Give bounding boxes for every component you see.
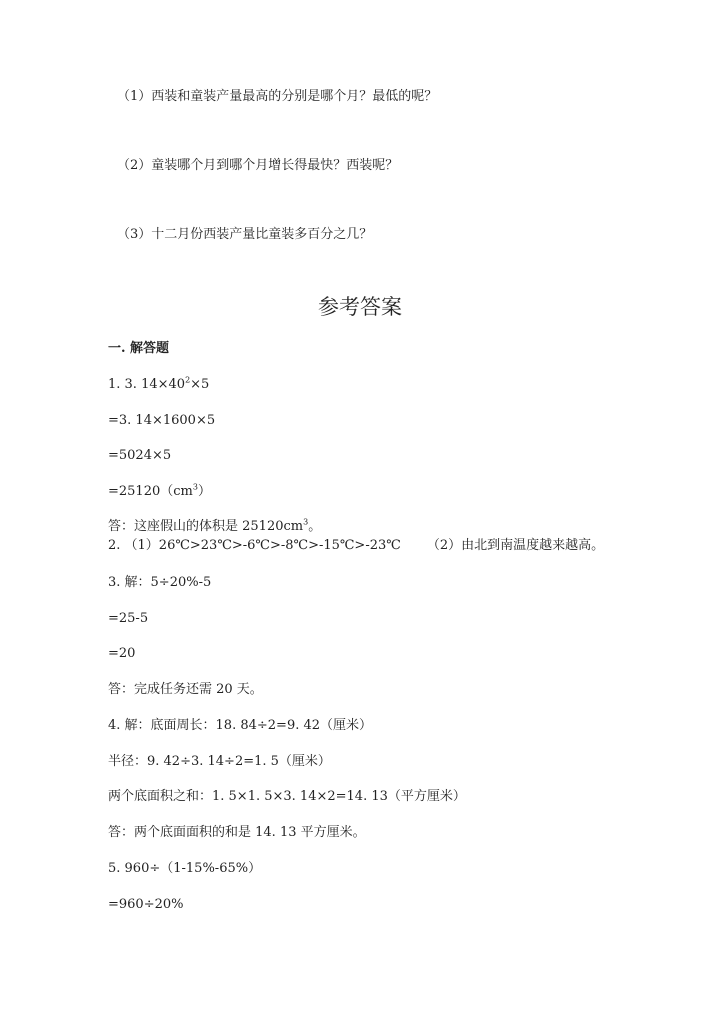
answer-1-final: 答：这座假山的体积是 $25120cm^3$。 [108, 517, 322, 534]
question-2: （2）童装哪个月到哪个月增长得最快？西装呢？ [117, 158, 399, 173]
answer-1-line-3: =5024×5 [108, 448, 172, 463]
question-1: （1）西装和童装产量最高的分别是哪个月？最低的呢？ [117, 89, 438, 104]
answer-1-line-2: =3. 14×1600×5 [108, 413, 216, 428]
answer-3-final: 答：完成任务还需 20 天。 [108, 682, 263, 697]
answer-3-line-2: =25-5 [108, 611, 149, 626]
answer-4-final: 答：两个底面面积的和是 14. 13 平方厘米。 [108, 825, 366, 840]
section-heading: 一. 解答题 [108, 341, 170, 356]
question-3: （3）十二月份西装产量比童装多百分之几？ [117, 227, 373, 242]
answer-2: 2. （1）26℃>23℃>-6℃>-8℃>-15℃>-23℃ （2）由北到南温度越来越高。 [108, 538, 605, 553]
answer-5-line-1: 5. 960÷（1-15%-65%） [108, 861, 262, 876]
answer-5-line-2: =960÷20% [108, 897, 184, 912]
answer-4-line-2: 半径：9. 42÷3. 14÷2=1. 5（厘米） [108, 754, 331, 769]
answer-title: 参考答案 [318, 295, 402, 319]
answer-1-line-1: 1. 3. $14\times 40^2\times 5$ [108, 375, 210, 392]
answer-1-line-4: $=25120(cm^3)$ [108, 482, 211, 499]
answer-3-line-1: 3. 解：5÷20%-5 [108, 575, 212, 590]
answer-3-line-3: =20 [108, 646, 136, 661]
answer-4-line-3: 两个底面积之和：1. 5×1. 5×3. 14×2=14. 13（平方厘米） [108, 789, 466, 804]
answer-4-line-1: 4. 解：底面周长：18. 84÷2=9. 42（厘米） [108, 718, 373, 733]
